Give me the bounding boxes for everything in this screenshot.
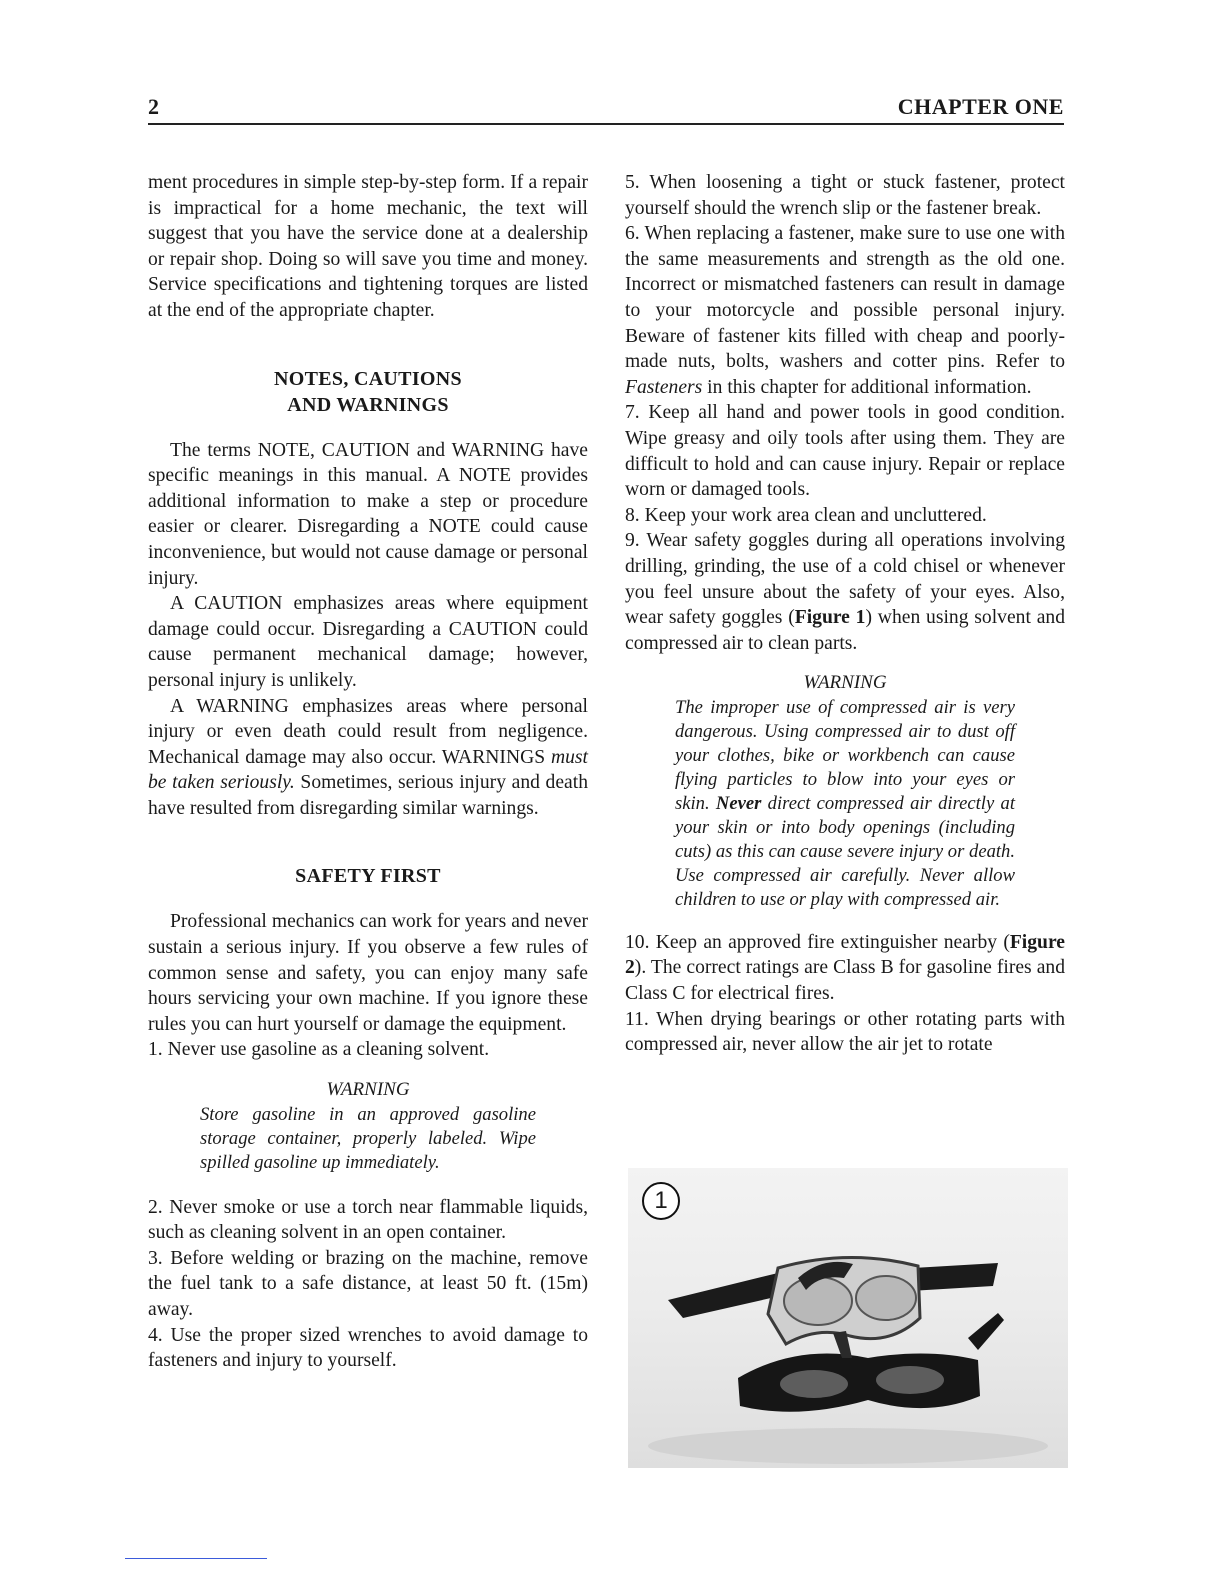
list-item-6-emphasis: Fasteners <box>625 376 703 398</box>
notes-paragraph-2: A CAUTION emphasizes areas where equipment damage could occur. Disregarding a CAUTION could cause permanent mechanical damage; however, personal injury is unlikely. <box>148 593 588 691</box>
list-item-9 <box>625 528 1065 656</box>
figure-1-safety-goggles <box>628 1168 1068 1468</box>
list-item-3: 3. Before welding or brazing on the machine, remove the fuel tank to a safe distance, at least 50 ft. (15m) away. <box>148 1247 588 1320</box>
list-item-1: 1. Never use gasoline as a cleaning solvent. <box>148 1039 490 1061</box>
warning-1-title: WARNING <box>326 1079 410 1101</box>
warning-2-text <box>675 696 1015 912</box>
list-item-9-start: 9. Wear safety goggles during all operations involving drilling, grinding, the use of a cold chisel or whenever you feel unsure about the safety of your eyes. Also, wear safety goggles ( <box>625 530 1065 629</box>
notes-paragraph-3 <box>148 694 588 822</box>
warning-2-start: The improper use of compressed air is very dangerous. Using compressed air to dust off your clothes, bike or workbench can cause flying particles to blow into your eyes or skin. <box>675 696 1015 814</box>
list-item-10 <box>625 930 1065 1007</box>
page-number: 2 <box>148 94 159 119</box>
warning-2-end: direct compressed air directly at your skin or into body openings (including cuts) as this can cause severe injury or death. Use compressed air carefully. Never allow children to use or play with compressed air. <box>675 792 1015 910</box>
list-item-2: 2. Never smoke or use a torch near flammable liquids, such as cleaning solvent in an open container. <box>148 1196 588 1244</box>
list-item-4: 4. Use the proper sized wrenches to avoid damage to fasteners and injury to yourself. <box>148 1324 588 1372</box>
notes-paragraph-3-emphasis: must be taken seriously. <box>148 746 588 794</box>
notes-paragraph-3-start: A WARNING emphasizes areas where personal injury or even death could result from negligence. Mechanical damage may also occur. WARNINGS <box>148 695 588 768</box>
figure-2-reference: Figure 2 <box>625 931 1065 979</box>
list-item-6-end: in this chapter for additional information. <box>702 376 1032 398</box>
list-item-11: 11. When drying bearings or other rotating parts with compressed air, never allow the air jet to rotate <box>625 1008 1065 1056</box>
intro-paragraph: ment procedures in simple step-by-step form. If a repair is impractical for a home mechanic, the text will suggest that you have the service done at a dealership or repair shop. Doing so will save you time and money. Service specifications and tightening torques are listed at the end of the appropriate chapter. <box>148 172 588 321</box>
warning-2-never: Never <box>715 792 762 814</box>
list-item-6 <box>625 221 1065 400</box>
safety-heading: SAFETY FIRST <box>295 865 441 888</box>
goggles-photo-illustration <box>628 1168 1068 1468</box>
list-item-10-end: ). The correct ratings are Class B for gasoline fires and Class C for electrical fires. <box>625 957 1065 1005</box>
notes-paragraph-1: The terms NOTE, CAUTION and WARNING have specific meanings in this manual. A NOTE provides additional information to make a step or procedure easier or clearer. Disregarding a NOTE could cause inconvenience, but would not cause damage or personal injury. <box>148 439 588 589</box>
figure-1-reference: Figure 1 <box>794 607 866 629</box>
left-column <box>148 170 588 1374</box>
list-item-8: 8. Keep your work area clean and uncluttered. <box>625 504 987 526</box>
list-item-9-end: ) when using solvent and compressed air to clean parts. <box>625 607 1065 654</box>
footer-rule <box>125 1558 267 1559</box>
notes-paragraph-3-end: Sometimes, serious injury and death have resulted from disregarding similar warnings. <box>148 772 588 819</box>
safety-paragraph: Professional mechanics can work for years and never sustain a serious injury. If you observe a few rules of common sense and safety, you can enjoy many safe hours servicing your own machine. If you ignore these rules you can hurt yourself or damage the equipment. <box>148 911 588 1035</box>
chapter-title: CHAPTER ONE <box>897 94 1064 119</box>
notes-heading-line-2: AND WARNINGS <box>287 393 449 416</box>
list-item-10-start: 10. Keep an approved fire extinguisher nearby ( <box>625 931 1010 953</box>
warning-1-text: Store gasoline in an approved gasoline storage container, properly labeled. Wipe spilled gasoline up immediately. <box>200 1103 536 1173</box>
right-column <box>625 170 1065 1058</box>
warning-2-title: WARNING <box>803 672 887 694</box>
header-rule <box>148 123 1064 125</box>
list-item-7: 7. Keep all hand and power tools in good condition. Wipe greasy and oily tools after using them. They are difficult to hold and can cause injury. Repair or replace worn or damaged tools. <box>625 402 1065 501</box>
figure-number-badge: 1 <box>642 1182 680 1220</box>
list-item-5: 5. When loosening a tight or stuck fastener, protect yourself should the wrench slip or the fastener break. <box>625 172 1065 219</box>
list-item-6-start: 6. When replacing a fastener, make sure to use one with the same measurements and strength as the old one. Incorrect or mismatched fasteners can result in damage to your motorcycle and possible personal injury. Beware of fastener kits filled with cheap and poorly-made nuts, bolts, washers and cotter pins. Refer to <box>625 223 1065 373</box>
notes-heading-line-1: NOTES, CAUTIONS <box>274 367 462 390</box>
